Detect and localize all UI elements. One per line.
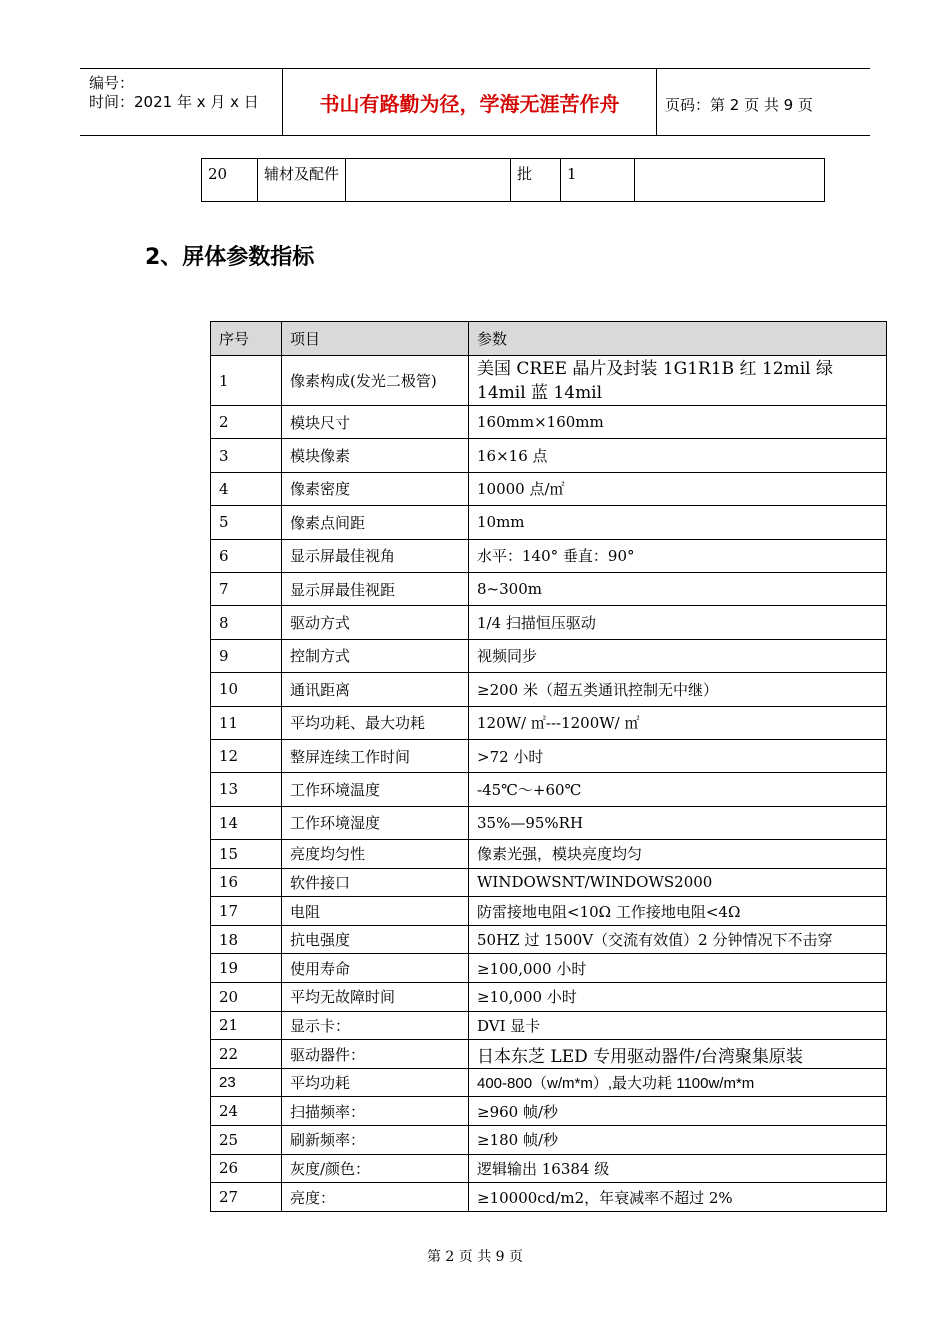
- row-number: 16: [211, 868, 282, 897]
- table-cell: [635, 159, 825, 202]
- page-footer: 第 2 页 共 9 页: [426, 1249, 524, 1265]
- row-number: 19: [211, 954, 282, 983]
- page-header: [80, 68, 870, 136]
- section-title: 2、屏体参数指标: [145, 245, 315, 270]
- item-cell: 工作环境湿度: [282, 806, 469, 839]
- param-cell: 像素光强，模块亮度均匀: [469, 840, 887, 869]
- param-cell: 50HZ 过 1500V（交流有效值）2 分钟情况下不击穿: [469, 925, 887, 954]
- column-header: 序号: [211, 322, 282, 356]
- row-number: 5: [211, 506, 282, 539]
- param-cell: 美国 CREE 晶片及封装 1G1R1B 红 12mil 绿 14mil 蓝 14mil: [469, 356, 887, 406]
- table-row: [211, 1068, 887, 1097]
- header-time: 时间：2021 年 x 月 x 日: [89, 93, 259, 111]
- item-cell: 像素构成(发光二极管): [282, 356, 469, 406]
- table-row: [211, 868, 887, 897]
- table-row: [211, 739, 887, 772]
- row-number: 26: [211, 1154, 282, 1183]
- table-row: [211, 1154, 887, 1183]
- row-number: 7: [211, 572, 282, 605]
- table-cell: 1: [561, 159, 635, 202]
- param-cell: 8~300m: [469, 572, 887, 605]
- item-cell: 扫描频率：: [282, 1097, 469, 1126]
- param-cell: 120W/ ㎡---1200W/ ㎡: [469, 706, 887, 739]
- param-cell: 10000 点/㎡: [469, 472, 887, 505]
- row-number: 24: [211, 1097, 282, 1126]
- param-cell: DVI 显卡: [469, 1011, 887, 1040]
- item-cell: 平均无故障时间: [282, 983, 469, 1012]
- param-cell: ≥10,000 小时: [469, 983, 887, 1012]
- param-cell: 16×16 点: [469, 439, 887, 472]
- param-cell: 35%—95%RH: [469, 806, 887, 839]
- item-cell: 模块像素: [282, 439, 469, 472]
- header-code: 编号：: [89, 74, 135, 92]
- param-cell: -45℃～+60℃: [469, 773, 887, 806]
- table-row: [211, 506, 887, 539]
- table-row: [211, 897, 887, 926]
- table-row: [211, 706, 887, 739]
- table-row: [211, 1040, 887, 1069]
- header-motto: 书山有路勤为径，学海无涯苦作舟: [282, 69, 657, 135]
- param-cell: WINDOWSNT/WINDOWS2000: [469, 868, 887, 897]
- row-number: 14: [211, 806, 282, 839]
- param-cell: >72 小时: [469, 739, 887, 772]
- table-row: [211, 606, 887, 639]
- item-cell: 灰度/颜色：: [282, 1154, 469, 1183]
- row-number: 1: [211, 356, 282, 406]
- item-cell: 平均功耗、最大功耗: [282, 706, 469, 739]
- param-cell: ≥180 帧/秒: [469, 1126, 887, 1155]
- row-number: 8: [211, 606, 282, 639]
- item-cell: 电阻: [282, 897, 469, 926]
- item-cell: 驱动方式: [282, 606, 469, 639]
- item-cell: 工作环境温度: [282, 773, 469, 806]
- table-cell: 批: [511, 159, 561, 202]
- param-cell: ≥960 帧/秒: [469, 1097, 887, 1126]
- row-number: 21: [211, 1011, 282, 1040]
- item-cell: 控制方式: [282, 639, 469, 672]
- item-cell: 像素密度: [282, 472, 469, 505]
- row-number: 17: [211, 897, 282, 926]
- param-cell: 1/4 扫描恒压驱动: [469, 606, 887, 639]
- param-cell: 逻辑输出 16384 级: [469, 1154, 887, 1183]
- table-row: [202, 159, 825, 202]
- item-cell: 模块尺寸: [282, 406, 469, 439]
- item-cell: 亮度：: [282, 1183, 469, 1212]
- param-cell: ≥200 米（超五类通讯控制无中继）: [469, 673, 887, 706]
- params-table-body: [211, 356, 887, 1212]
- table-row: [211, 439, 887, 472]
- table-row: [211, 983, 887, 1012]
- continuation-table: [201, 158, 825, 202]
- row-number: 15: [211, 840, 282, 869]
- table-header-row: [211, 322, 887, 356]
- table-cell: [346, 159, 511, 202]
- item-cell: 平均功耗: [282, 1068, 469, 1097]
- table-row: [211, 1126, 887, 1155]
- param-cell: 防雷接地电阻<10Ω 工作接地电阻<4Ω: [469, 897, 887, 926]
- table-row: [211, 472, 887, 505]
- item-cell: 驱动器件：: [282, 1040, 469, 1069]
- param-cell: 10mm: [469, 506, 887, 539]
- param-cell: 160mm×160mm: [469, 406, 887, 439]
- params-table: [210, 321, 887, 1212]
- row-number: 3: [211, 439, 282, 472]
- row-number: 27: [211, 1183, 282, 1212]
- item-cell: 显示屏最佳视角: [282, 539, 469, 572]
- table-row: [211, 840, 887, 869]
- row-number: 25: [211, 1126, 282, 1155]
- param-cell: 水平：140° 垂直：90°: [469, 539, 887, 572]
- param-cell: 400-800（w/m*m）,最大功耗 1100w/m*m: [469, 1068, 887, 1097]
- row-number: 9: [211, 639, 282, 672]
- table-row: [211, 572, 887, 605]
- row-number: 23: [211, 1068, 282, 1097]
- row-number: 18: [211, 925, 282, 954]
- table-row: [211, 773, 887, 806]
- table-row: [211, 954, 887, 983]
- table-row: [211, 639, 887, 672]
- table-row: [211, 673, 887, 706]
- table-row: [211, 1183, 887, 1212]
- row-number: 12: [211, 739, 282, 772]
- row-number: 6: [211, 539, 282, 572]
- table-row: [211, 1011, 887, 1040]
- item-cell: 显示屏最佳视距: [282, 572, 469, 605]
- row-number: 11: [211, 706, 282, 739]
- header-info: [80, 69, 282, 135]
- column-header: 项目: [282, 322, 469, 356]
- param-cell: 日本东芝 LED 专用驱动器件/台湾聚集原装: [469, 1040, 887, 1069]
- column-header: 参数: [469, 322, 887, 356]
- table-row: [211, 356, 887, 406]
- table-row: [211, 925, 887, 954]
- item-cell: 亮度均匀性: [282, 840, 469, 869]
- item-cell: 整屏连续工作时间: [282, 739, 469, 772]
- row-number: 13: [211, 773, 282, 806]
- table-row: [211, 406, 887, 439]
- item-cell: 抗电强度: [282, 925, 469, 954]
- param-cell: ≥10000cd/m2，年衰减率不超过 2%: [469, 1183, 887, 1212]
- item-cell: 显示卡：: [282, 1011, 469, 1040]
- table-cell: 辅材及配件: [258, 159, 346, 202]
- table-row: [211, 806, 887, 839]
- item-cell: 软件接口: [282, 868, 469, 897]
- row-number: 4: [211, 472, 282, 505]
- param-cell: ≥100,000 小时: [469, 954, 887, 983]
- table-row: [211, 539, 887, 572]
- table-cell: 20: [202, 159, 258, 202]
- item-cell: 通讯距离: [282, 673, 469, 706]
- row-number: 10: [211, 673, 282, 706]
- item-cell: 像素点间距: [282, 506, 469, 539]
- row-number: 22: [211, 1040, 282, 1069]
- row-number: 2: [211, 406, 282, 439]
- item-cell: 刷新频率：: [282, 1126, 469, 1155]
- row-number: 20: [211, 983, 282, 1012]
- header-page: 页码：第 2 页 共 9 页: [665, 96, 813, 114]
- param-cell: 视频同步: [469, 639, 887, 672]
- table-row: [211, 1097, 887, 1126]
- item-cell: 使用寿命: [282, 954, 469, 983]
